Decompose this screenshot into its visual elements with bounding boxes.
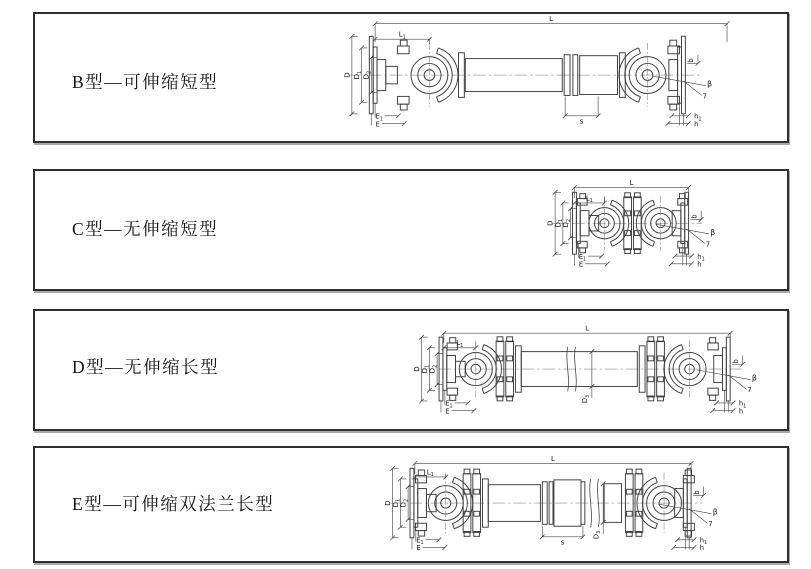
dim-label-beta: β xyxy=(751,373,757,383)
dim-label-L1: $L_1$ xyxy=(456,339,464,349)
dim-label-D: D xyxy=(343,72,352,78)
dim-label-D3: $D_3$ xyxy=(581,394,591,404)
dim-label-D1: $D_1$ xyxy=(420,364,431,374)
dim-label-h: h xyxy=(697,260,702,269)
drawing-group xyxy=(343,15,729,128)
dim-label-h: h xyxy=(738,407,744,416)
dim-label-E1: $E_1$ xyxy=(416,536,424,547)
dim-label-E: E xyxy=(578,260,584,269)
dim-label-D2: $D_2$ xyxy=(562,218,572,228)
dim-label-E1: $E_1$ xyxy=(375,112,383,123)
dim-label-b: b xyxy=(690,214,699,219)
drawing-group xyxy=(547,179,716,269)
dim-label-L1: $L_1$ xyxy=(585,194,593,205)
dim-label-L: L xyxy=(549,15,554,24)
panel-type-e xyxy=(33,446,789,563)
dim-label-E: E xyxy=(375,120,380,129)
dim-label-beta: β xyxy=(712,507,718,517)
dim-label-L1: $L_1$ xyxy=(426,468,434,479)
panel-type-c xyxy=(33,169,789,291)
dim-label-h1: $h_1$ xyxy=(699,536,708,547)
dim-label-L1: $L_1$ xyxy=(398,30,406,41)
dim-label-D2: $D_2$ xyxy=(362,70,373,80)
dim-label-h1: $h_1$ xyxy=(738,399,747,410)
dim-label-E1: $E_1$ xyxy=(578,252,587,263)
dim-label-h1: $h_1$ xyxy=(694,112,702,123)
dim-label-z: 7 xyxy=(705,240,711,249)
dim-label-D: D xyxy=(384,500,393,506)
drawing-group xyxy=(413,325,757,416)
dim-label-b: b xyxy=(692,490,701,495)
dim-label-E: E xyxy=(445,407,450,416)
dim-label-z: 7 xyxy=(702,92,707,101)
dim-label-L: L xyxy=(551,454,555,463)
dim-label-L: L xyxy=(629,178,634,187)
dim-label-D: D xyxy=(546,220,555,226)
dim-label-h: h xyxy=(694,120,699,129)
panel-title-type-d: D型—无伸缩长型 xyxy=(72,357,220,377)
panel-title-type-e: E型—可伸缩双法兰长型 xyxy=(72,494,275,514)
dim-label-L: L xyxy=(585,324,589,333)
dim-label-D3: $D_3$ xyxy=(592,530,603,540)
dim-label-D2: $D_2$ xyxy=(399,498,410,508)
dim-label-E1: $E_1$ xyxy=(445,399,453,410)
dim-label-E: E xyxy=(416,544,421,553)
dim-label-beta: β xyxy=(710,227,716,237)
dim-label-D1: $D_1$ xyxy=(554,218,565,228)
dim-label-s: s xyxy=(560,537,565,547)
dim-label-beta: β xyxy=(707,79,713,89)
dim-label-D1: $D_1$ xyxy=(353,70,363,80)
dim-label-z: 7 xyxy=(708,520,713,529)
dim-label-h: h xyxy=(699,544,705,553)
dim-label-h1: $h_1$ xyxy=(697,252,705,263)
dim-label-D2: $D_2$ xyxy=(428,364,439,374)
panel-type-d xyxy=(33,309,789,431)
panel-title-type-c: C型—无伸缩短型 xyxy=(72,219,219,239)
dim-label-z: 7 xyxy=(747,386,752,395)
panel-type-b xyxy=(33,12,789,143)
dim-label-D: D xyxy=(413,366,422,372)
dim-label-D1: $D_1$ xyxy=(391,498,402,508)
dim-label-s: s xyxy=(579,116,584,126)
dim-label-b: b xyxy=(687,58,696,63)
panel-title-type-b: B型—可伸缩短型 xyxy=(72,72,219,92)
drawing-group xyxy=(384,455,718,552)
dim-label-b: b xyxy=(731,359,740,364)
